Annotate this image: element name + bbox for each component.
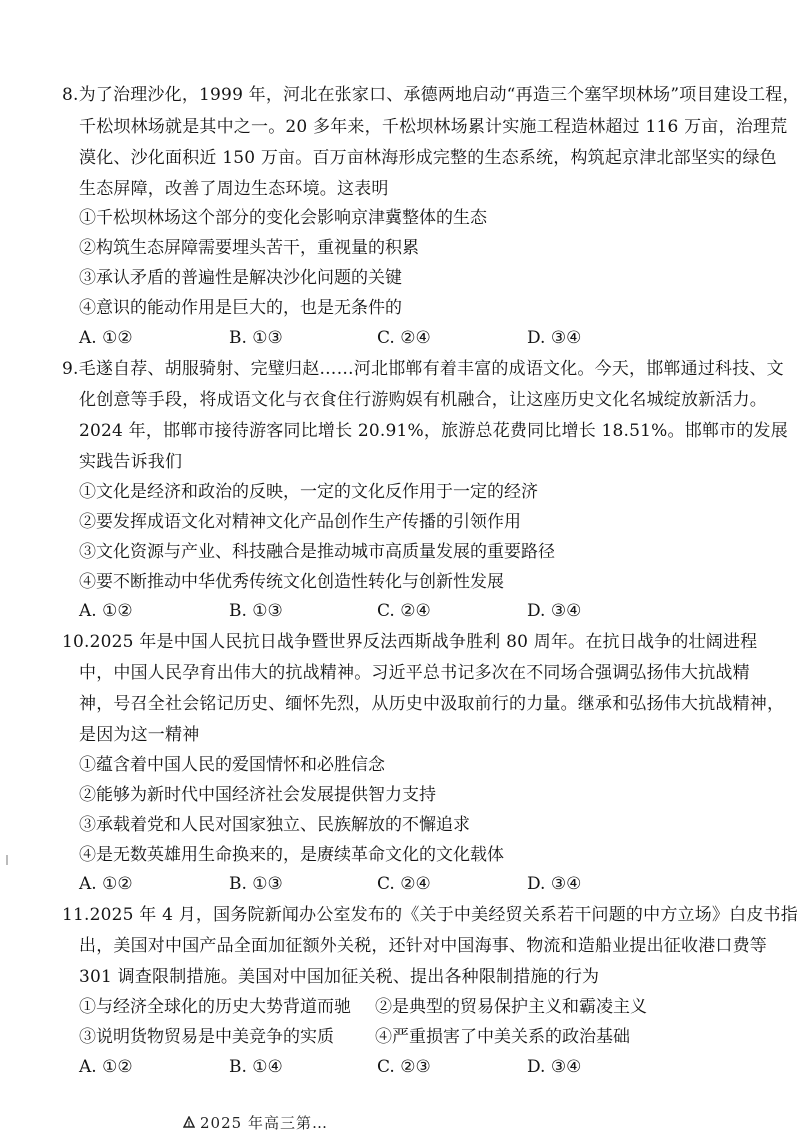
option-statement-1: ①千松坝林场这个部分的变化会影响京津冀整体的生态 [79, 208, 487, 228]
question-stem-line: 9.毛遂自荐、胡服骑射、完璧归赵……河北邯郸有着丰富的成语文化。今天，邯郸通过科技、文 [62, 359, 784, 379]
scan-mark [6, 855, 8, 865]
option-statement-2: ②要发挥成语文化对精神文化产品创作生产传播的引领作用 [79, 512, 521, 532]
option-statement-3: ③说明货物贸易是中美竞争的实质 [79, 1027, 334, 1047]
option-statement-1: ①文化是经济和政治的反映，一定的文化反作用于一定的经济 [79, 482, 538, 502]
question-stem-line: 8.为了治理沙化，1999 年，河北在张家口、承德两地启动“再造三个塞罕坝林场”项目建设工程， [62, 85, 800, 105]
choice-d[interactable]: D. ③④ [527, 1057, 582, 1077]
option-statement-2: ②构筑生态屏障需要埋头苦干，重视量的积累 [79, 238, 419, 258]
option-statement-2: ②能够为新时代中国经济社会发展提供智力支持 [79, 785, 436, 805]
choice-c[interactable]: C. ②④ [377, 874, 431, 894]
question-stem-line: 千松坝林场就是其中之一。20 多年来，千松坝林场累计实施工程造林超过 116 万亩，治理荒 [79, 117, 788, 137]
question-stem-line: 2024 年，邯郸市接待游客同比增长 20.91%，旅游总花费同比增长 18.51%。邯郸市的发展 [79, 421, 788, 441]
option-statement-2: ②是典型的贸易保护主义和霸凌主义 [375, 997, 647, 1017]
question-stem-line: 漠化、沙化面积近 150 万亩。百万亩林海形成完整的生态系统，构筑起京津北部坚实的绿色 [79, 148, 777, 168]
choice-d[interactable]: D. ③④ [527, 874, 582, 894]
question-stem-line: 实践告诉我们 [79, 452, 183, 472]
page-footer [0, 1108, 800, 1131]
choice-b[interactable]: B. ①③ [229, 874, 283, 894]
option-statement-4: ④严重损害了中美关系的政治基础 [375, 1027, 630, 1047]
footer-text: 2025 年高三第… [200, 1114, 328, 1131]
question-stem-line: 化创意等手段，将成语文化与衣食住行游购娱有机融合，让这座历史文化名城绽放新活力。 [79, 390, 767, 410]
choice-c[interactable]: C. ②④ [377, 328, 431, 348]
option-statement-4: ④是无数英雄用生命换来的，是赓续革命文化的文化载体 [79, 845, 504, 865]
question-stem-line: 神，号召全社会铭记历史、缅怀先烈，从历史中汲取前行的力量。继承和弘扬伟大抗战精神， [79, 694, 785, 714]
choice-a[interactable]: A. ①② [79, 874, 133, 894]
option-statement-4: ④要不断推动中华优秀传统文化创造性转化与创新性发展 [79, 572, 504, 592]
question-stem-line: 是因为这一精神 [79, 725, 200, 745]
option-statement-4: ④意识的能动作用是巨大的，也是无条件的 [79, 298, 402, 318]
option-statement-3: ③承载着党和人民对国家独立、民族解放的不懈追求 [79, 815, 470, 835]
choice-d[interactable]: D. ③④ [527, 328, 582, 348]
question-stem-line: 11.2025 年 4 月，国务院新闻办公室发布的《关于中美经贸关系若干问题的中方立场》白皮书指 [62, 905, 798, 925]
question-stem-line: 出，美国对中国产品全面加征额外关税，还针对中国海事、物流和造船业提出征收港口费等 [79, 936, 767, 956]
question-stem-line: 301 调查限制措施。美国对中国加征关税、提出各种限制措施的行为 [79, 967, 600, 987]
question-stem-line: 10.2025 年是中国人民抗日战争暨世界反法西斯战争胜利 80 周年。在抗日战争的壮阔进程 [62, 632, 758, 652]
choice-d[interactable]: D. ③④ [527, 601, 582, 621]
question-stem-line: 生态屏障，改善了周边生态环境。这表明 [79, 179, 389, 199]
triangle-logo-icon [183, 1116, 195, 1128]
choice-a[interactable]: A. ①② [79, 601, 133, 621]
choice-b[interactable]: B. ①③ [229, 328, 283, 348]
option-statement-1: ①蕴含着中国人民的爱国情怀和必胜信念 [79, 755, 385, 775]
choice-a[interactable]: A. ①② [79, 328, 133, 348]
choice-b[interactable]: B. ①④ [229, 1057, 283, 1077]
option-statement-3: ③承认矛盾的普遍性是解决沙化问题的关键 [79, 268, 402, 288]
choice-a[interactable]: A. ①② [79, 1057, 133, 1077]
choice-b[interactable]: B. ①③ [229, 601, 283, 621]
option-statement-1: ①与经济全球化的历史大势背道而驰 [79, 997, 351, 1017]
option-statement-3: ③文化资源与产业、科技融合是推动城市高质量发展的重要路径 [79, 542, 555, 562]
choice-c[interactable]: C. ②④ [377, 601, 431, 621]
choice-c[interactable]: C. ②③ [377, 1057, 431, 1077]
question-stem-line: 中，中国人民孕育出伟大的抗战精神。习近平总书记多次在不同场合强调弘扬伟大抗战精 [79, 663, 750, 683]
